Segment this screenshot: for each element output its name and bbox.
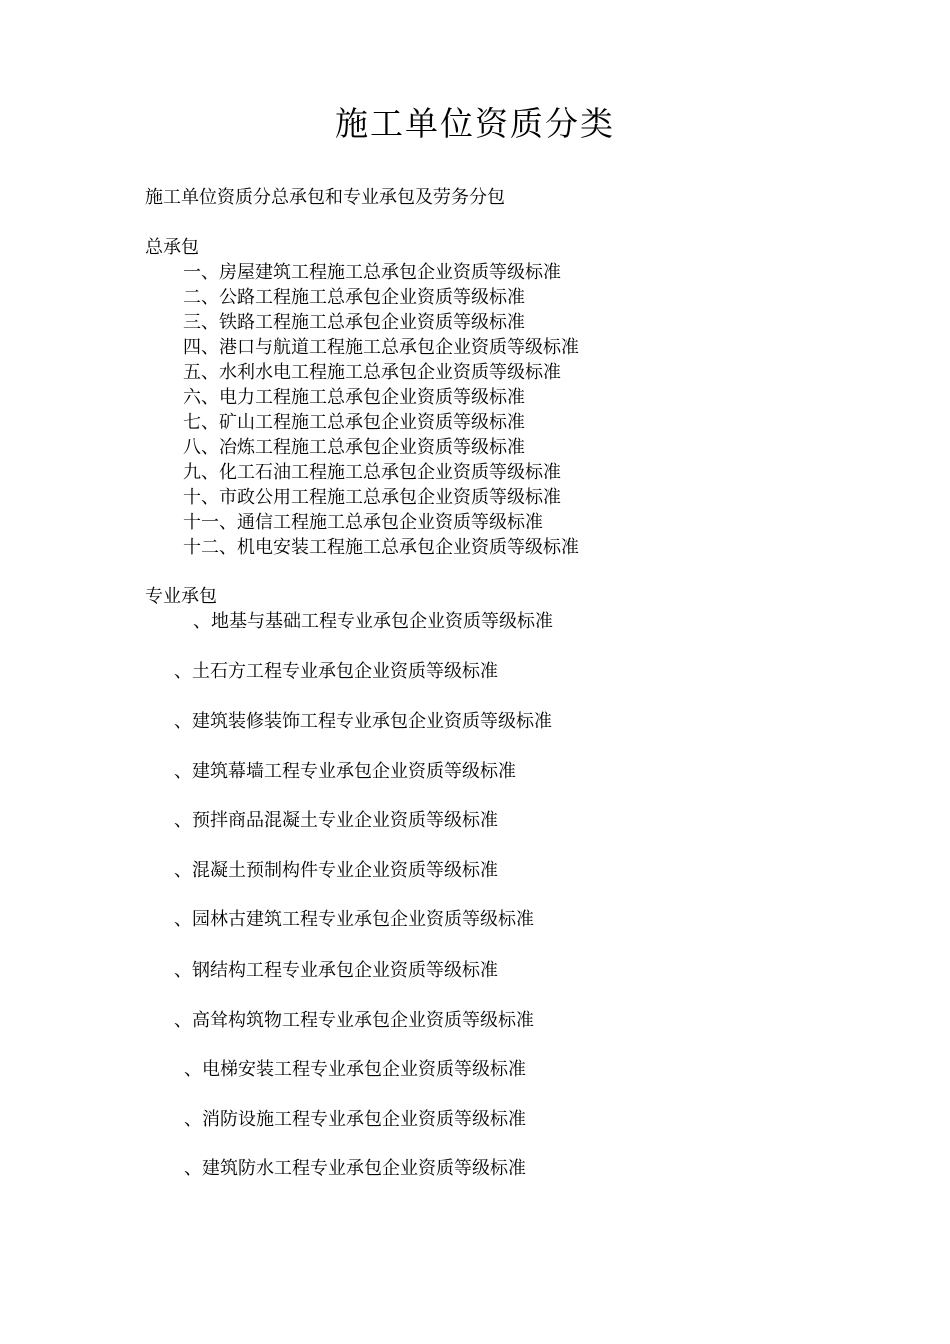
general-item-12: 十二、机电安装工程施工总承包企业资质等级标准 xyxy=(183,537,579,558)
general-item-7: 七、矿山工程施工总承包企业资质等级标准 xyxy=(183,412,525,433)
general-item-9: 九、化工石油工程施工总承包企业资质等级标准 xyxy=(183,462,561,483)
general-item-6: 六、电力工程施工总承包企业资质等级标准 xyxy=(183,387,525,408)
general-item-3: 三、铁路工程施工总承包企业资质等级标准 xyxy=(183,312,525,333)
general-item-8: 八、冶炼工程施工总承包企业资质等级标准 xyxy=(183,437,525,458)
general-item-1: 一、房屋建筑工程施工总承包企业资质等级标准 xyxy=(183,262,561,283)
general-item-2: 二、公路工程施工总承包企业资质等级标准 xyxy=(183,287,525,308)
general-item-10: 十、市政公用工程施工总承包企业资质等级标准 xyxy=(183,487,561,508)
subtitle: 施工单位资质分总承包和专业承包及劳务分包 xyxy=(145,187,505,208)
specialty-item-9: 、高耸构筑物工程专业承包企业资质等级标准 xyxy=(174,1010,534,1031)
specialty-item-8: 、钢结构工程专业承包企业资质等级标准 xyxy=(174,960,498,981)
specialty-item-10: 、电梯安装工程专业承包企业资质等级标准 xyxy=(184,1059,526,1080)
specialty-item-2: 、土石方工程专业承包企业资质等级标准 xyxy=(174,661,498,682)
specialty-item-6: 、混凝土预制构件专业企业资质等级标准 xyxy=(174,860,498,881)
specialty-contracting-heading: 专业承包 xyxy=(145,586,217,607)
specialty-item-5: 、预拌商品混凝土专业企业资质等级标准 xyxy=(174,810,498,831)
general-item-11: 十一、通信工程施工总承包企业资质等级标准 xyxy=(183,512,543,533)
specialty-item-12: 、建筑防水工程专业承包企业资质等级标准 xyxy=(184,1158,526,1179)
specialty-item-3: 、建筑装修装饰工程专业承包企业资质等级标准 xyxy=(174,711,552,732)
specialty-item-1: 、地基与基础工程专业承包企业资质等级标准 xyxy=(193,611,553,632)
general-item-5: 五、水利水电工程施工总承包企业资质等级标准 xyxy=(183,362,561,383)
specialty-item-4: 、建筑幕墙工程专业承包企业资质等级标准 xyxy=(174,761,516,782)
general-item-4: 四、港口与航道工程施工总承包企业资质等级标准 xyxy=(183,337,579,358)
specialty-item-11: 、消防设施工程专业承包企业资质等级标准 xyxy=(184,1109,526,1130)
page-title: 施工单位资质分类 xyxy=(335,104,615,143)
general-contracting-heading: 总承包 xyxy=(145,237,199,258)
specialty-item-7: 、园林古建筑工程专业承包企业资质等级标准 xyxy=(174,909,534,930)
